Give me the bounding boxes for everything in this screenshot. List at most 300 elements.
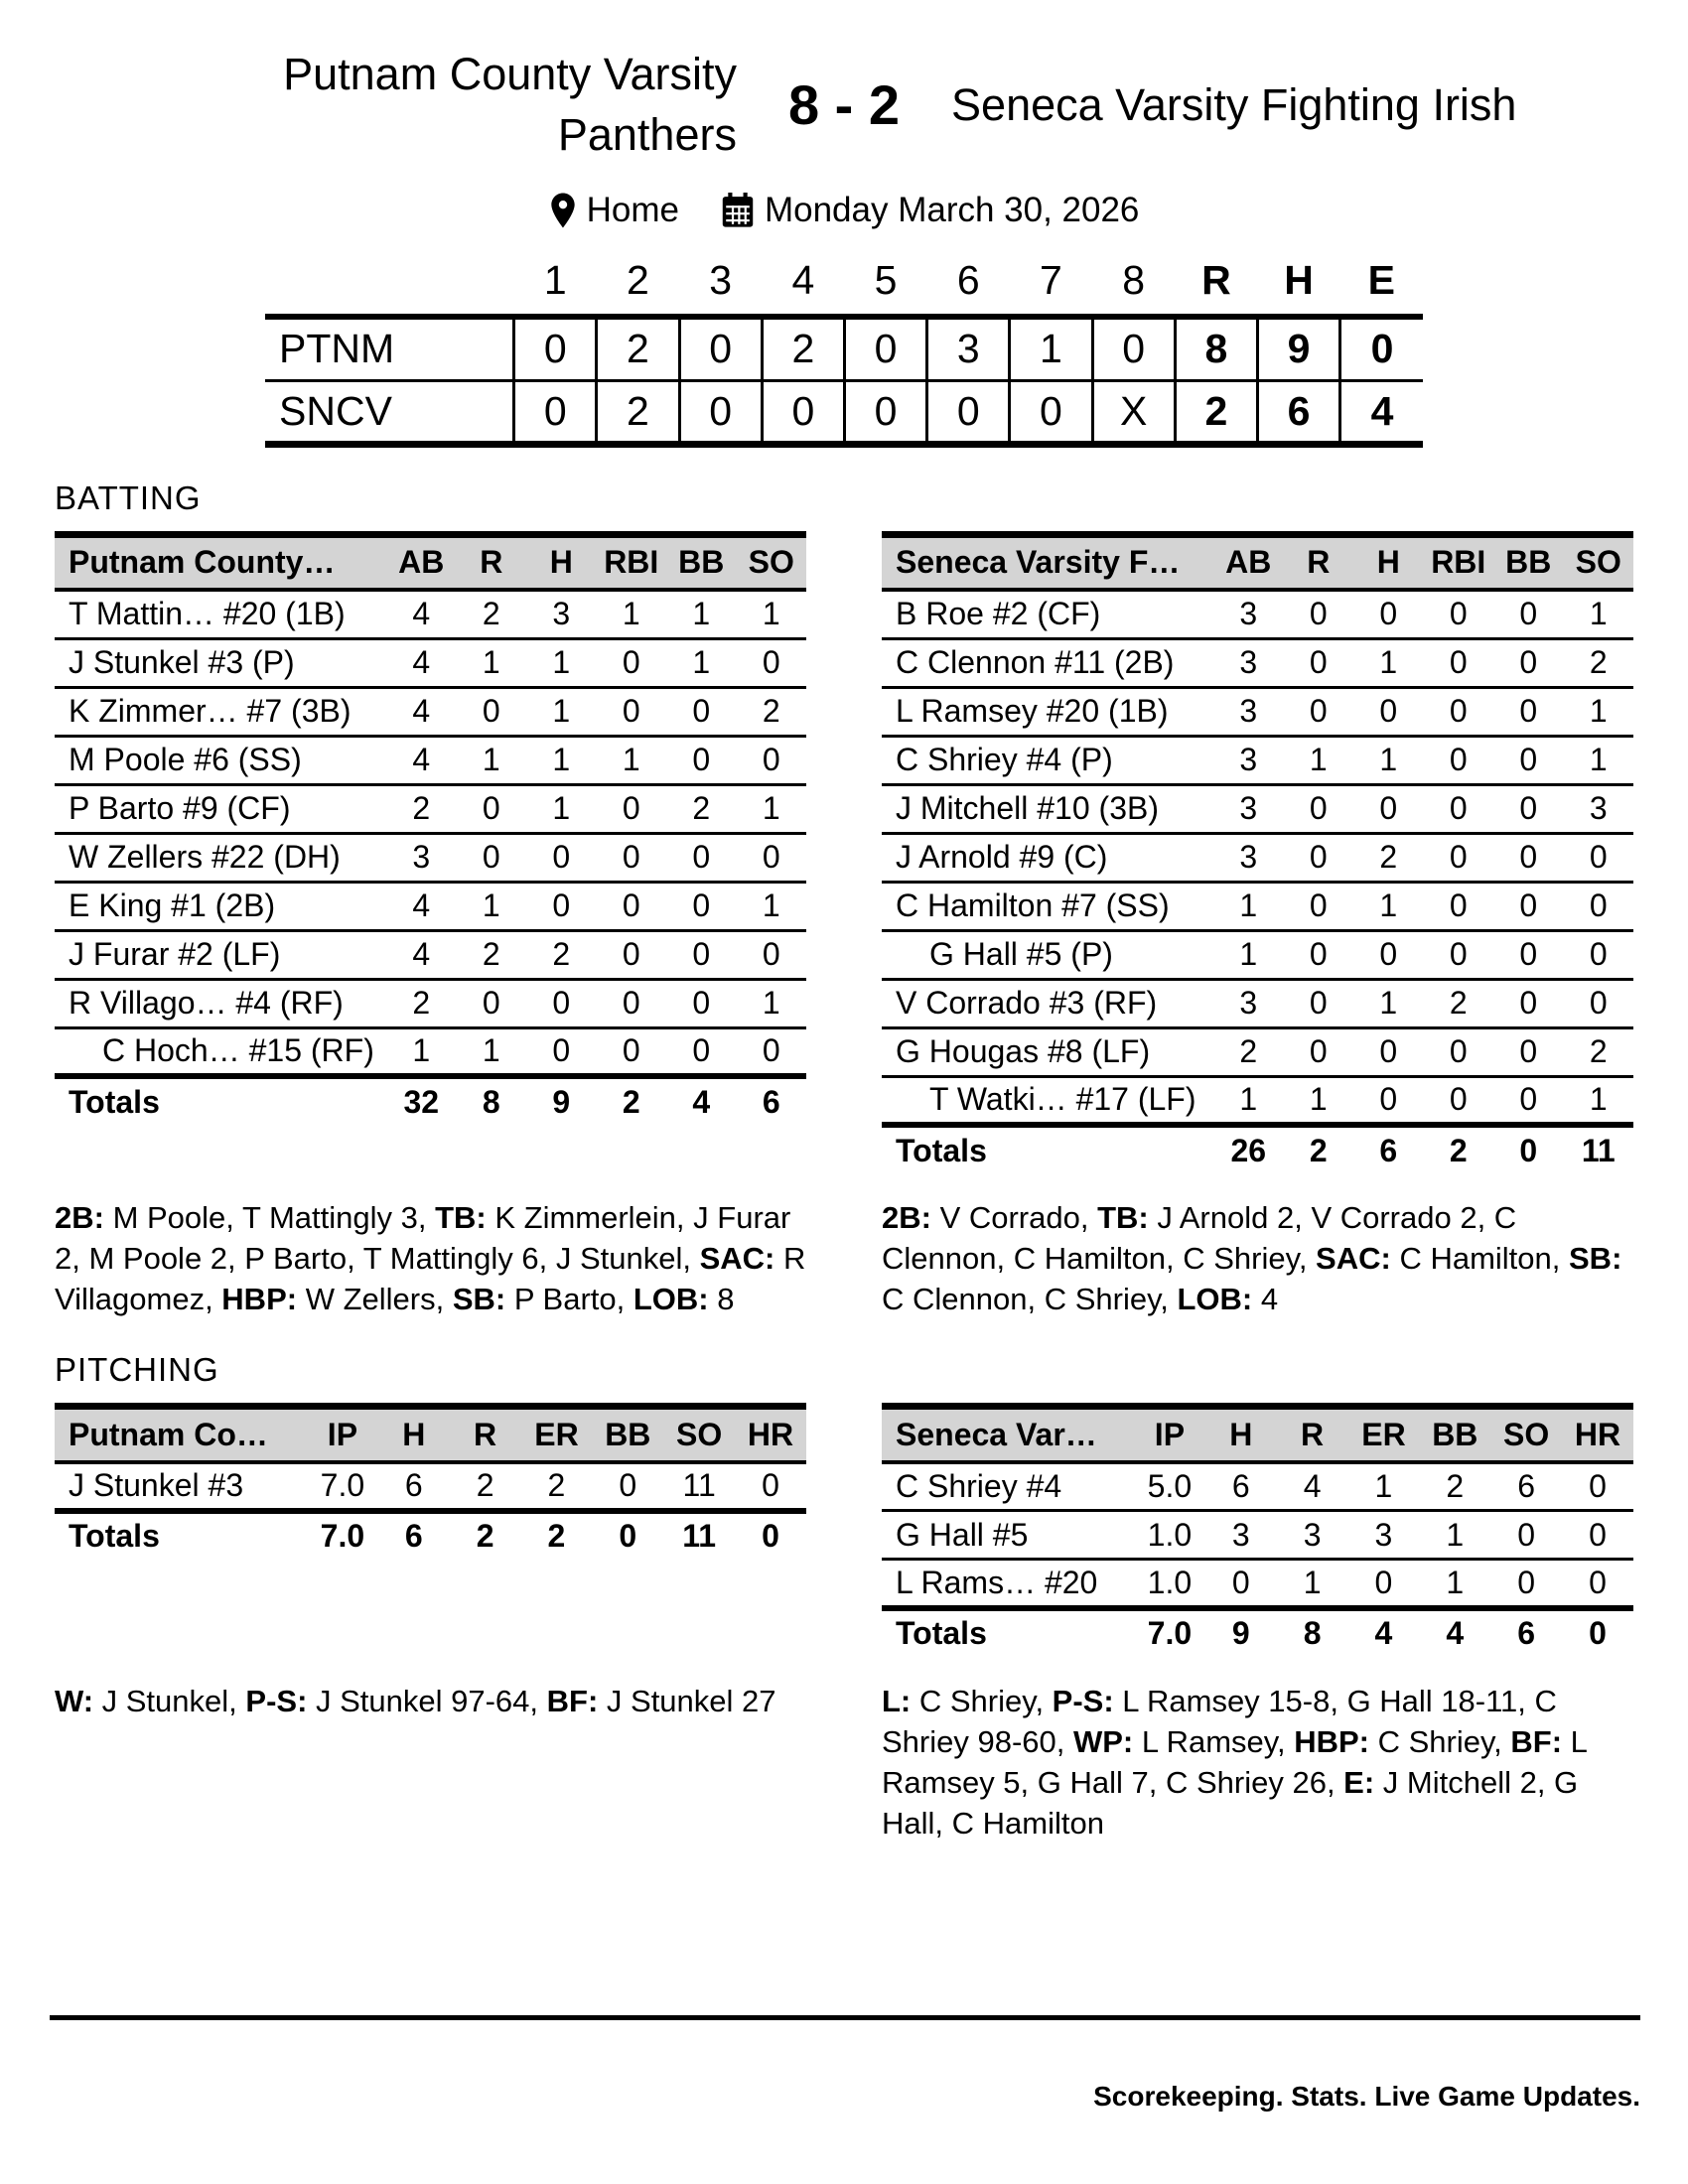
stat-value: 0: [1589, 985, 1608, 1021]
stat-value: 3: [1239, 839, 1258, 875]
stat-value: 0: [692, 1032, 711, 1069]
player-row: [882, 1511, 1633, 1560]
team-column-header: Putnam Co…: [69, 1416, 268, 1452]
inning-score: 0: [927, 380, 1010, 444]
stat-value: 3: [1374, 1516, 1393, 1553]
linescore-column-header: 4: [791, 257, 815, 303]
totals-value: 9: [1231, 1615, 1250, 1651]
stat-value: 3: [412, 839, 431, 875]
home-pitching-table: [882, 1403, 1633, 1657]
stat-value: 1: [762, 887, 780, 923]
stat-value: 2: [412, 790, 431, 826]
stat-value: 0: [552, 887, 571, 923]
stat-value: 0: [1449, 644, 1468, 680]
stat-value: 0: [1519, 1081, 1538, 1118]
player-name: C Clennon #11 (2B): [896, 644, 1175, 680]
player-name: V Corrado #3 (RF): [896, 985, 1158, 1021]
player-name: T Watki… #17 (LF): [929, 1081, 1196, 1118]
player-name: C Hoch… #15 (RF): [102, 1032, 374, 1069]
stat-column-header: R: [480, 544, 503, 581]
stat-value: 1: [1589, 742, 1608, 777]
away-team-name: Putnam County Varsity Panthers: [283, 49, 737, 160]
player-row: [55, 784, 806, 833]
stat-value: 0: [1449, 742, 1468, 777]
stat-value: 0: [482, 790, 500, 826]
stat-column-header: IP: [327, 1416, 358, 1452]
totals-value: 32: [403, 1083, 440, 1120]
stat-value: 4: [412, 644, 431, 680]
stat-value: 0: [1519, 936, 1538, 972]
totals-value: 6: [1379, 1132, 1398, 1168]
stat-column-header: H: [549, 544, 573, 581]
totals-row: [882, 1125, 1633, 1173]
stat-value: 1: [692, 596, 711, 632]
player-row: [882, 833, 1633, 882]
totals-value: 7.0: [320, 1518, 365, 1554]
stat-value: 0: [1519, 985, 1538, 1021]
player-name: L Rams… #20: [896, 1564, 1098, 1600]
inning-score: 3: [927, 317, 1010, 380]
player-row: [55, 979, 806, 1027]
stat-value: 0: [1449, 790, 1468, 826]
stat-value: 1: [552, 742, 571, 777]
stat-value: 0: [1449, 887, 1468, 923]
stat-value: 0: [622, 887, 640, 923]
stat-column-header: ER: [1361, 1416, 1406, 1452]
player-row: [55, 1462, 806, 1511]
stat-value: 1: [622, 596, 640, 632]
team-column-header: Seneca Var…: [896, 1416, 1097, 1452]
stat-value: 1: [622, 742, 640, 777]
stat-value: 0: [622, 839, 640, 875]
inning-score: X: [1092, 380, 1175, 444]
player-name: C Shriey #4: [896, 1467, 1062, 1504]
linescore-corner: [265, 252, 514, 317]
stat-value: 11: [682, 1467, 716, 1503]
player-name: J Arnold #9 (C): [896, 839, 1108, 875]
stat-value: 0: [692, 887, 711, 923]
stat-column-header: SO: [748, 544, 794, 581]
total-errors: 4: [1340, 380, 1423, 444]
player-name: J Stunkel #3: [69, 1467, 244, 1503]
totals-value: 8: [1303, 1615, 1322, 1651]
stat-value: 0: [482, 985, 500, 1021]
player-name: C Shriey #4 (P): [896, 742, 1113, 777]
stat-value: 1: [482, 742, 500, 777]
linescore-column-header: 5: [874, 257, 898, 303]
stat-value: 4: [412, 742, 431, 777]
stat-value: 0: [1309, 644, 1328, 680]
player-row: [55, 736, 806, 784]
stat-value: 0: [622, 985, 640, 1021]
game-date: Monday March 30, 2026: [764, 191, 1140, 229]
stat-value: 7.0: [320, 1467, 365, 1503]
stat-value: 0: [1589, 1516, 1607, 1553]
totals-row: [55, 1076, 806, 1125]
player-row: [55, 638, 806, 687]
player-row: [882, 979, 1633, 1027]
stat-value: 0: [552, 985, 571, 1021]
stat-value: 2: [1449, 985, 1468, 1021]
player-row: [55, 590, 806, 638]
stat-value: 1: [482, 644, 500, 680]
home-batting-table: [882, 531, 1633, 1174]
stat-value: 1: [1379, 644, 1398, 680]
stat-value: 0: [1449, 936, 1468, 972]
team-column-header: Seneca Varsity F…: [896, 544, 1181, 581]
stat-value: 1: [1446, 1564, 1465, 1600]
location-item: [549, 191, 679, 230]
stat-value: 3: [1303, 1516, 1322, 1553]
stat-column-header: R: [474, 1416, 497, 1452]
stat-column-header: BB: [678, 544, 725, 581]
stat-column-header: R: [1301, 1416, 1325, 1452]
stat-value: 4: [412, 936, 431, 972]
stat-value: 1: [762, 985, 780, 1021]
inning-score: 0: [1092, 317, 1175, 380]
stat-value: 3: [1239, 985, 1258, 1021]
stat-value: 4: [412, 887, 431, 923]
total-hits: 9: [1257, 317, 1339, 380]
stat-value: 0: [1449, 1033, 1468, 1069]
stat-value: 1.0: [1147, 1516, 1193, 1553]
stat-value: 0: [1449, 693, 1468, 729]
inning-score: 2: [597, 317, 679, 380]
stat-value: 0: [1379, 596, 1398, 632]
stat-value: 0: [692, 985, 711, 1021]
stat-value: 0: [1589, 887, 1608, 923]
stat-value: 2: [1239, 1033, 1258, 1069]
totals-value: 4: [1446, 1615, 1465, 1651]
inning-score: 0: [1010, 380, 1092, 444]
stat-column-header: H: [402, 1416, 426, 1452]
batting-section: [55, 531, 1633, 1320]
totals-row: [55, 1511, 806, 1560]
stat-column-header: H: [1376, 544, 1400, 581]
player-row: [882, 1027, 1633, 1076]
stat-value: 1: [1379, 742, 1398, 777]
stat-value: 2: [1446, 1467, 1465, 1504]
player-name: W Zellers #22 (DH): [69, 839, 341, 875]
stat-value: 1: [552, 693, 571, 729]
calendar-icon: [721, 193, 755, 228]
stat-value: 0: [1309, 1033, 1328, 1069]
away-batting-header-row: [55, 534, 806, 590]
stat-value: 0: [1449, 1081, 1468, 1118]
stat-value: 0: [1379, 790, 1398, 826]
stat-value: 2: [692, 790, 711, 826]
total-hits: 6: [1257, 380, 1339, 444]
stat-value: 0: [1519, 644, 1538, 680]
player-row: [55, 930, 806, 979]
linescore-column-header: 7: [1040, 257, 1062, 303]
stat-value: 6: [1517, 1467, 1536, 1504]
linescore-header-row: [265, 252, 1423, 317]
stat-value: 0: [762, 644, 780, 680]
stat-value: 0: [692, 742, 711, 777]
player-name: P Barto #9 (CF): [69, 790, 291, 826]
inning-score: 1: [1010, 317, 1092, 380]
stat-value: 0: [1589, 1467, 1607, 1504]
totals-label: Totals: [896, 1132, 987, 1168]
stat-column-header: ER: [534, 1416, 579, 1452]
stat-value: 0: [762, 1032, 780, 1069]
team-column-header: Putnam County…: [69, 544, 336, 581]
stat-value: 2: [412, 985, 431, 1021]
stat-value: 5.0: [1147, 1467, 1193, 1504]
totals-value: 8: [482, 1083, 500, 1120]
totals-value: 4: [692, 1083, 711, 1120]
totals-value: 0: [1519, 1132, 1538, 1168]
inning-score: 0: [679, 380, 762, 444]
away-pitching-table: [55, 1403, 806, 1560]
stat-value: 0: [1449, 839, 1468, 875]
stat-value: 1: [1446, 1516, 1465, 1553]
game-header: [55, 44, 1633, 165]
stat-value: 1: [1309, 1081, 1328, 1118]
totals-value: 2: [547, 1518, 566, 1554]
stat-value: 0: [622, 936, 640, 972]
stat-value: 6: [404, 1467, 423, 1503]
linescore-row: [265, 380, 1423, 444]
stat-value: 2: [482, 596, 500, 632]
team-abbreviation: PTNM: [279, 326, 395, 372]
totals-row: [882, 1608, 1633, 1657]
player-name: B Roe #2 (CF): [896, 596, 1101, 632]
stat-value: 2: [1589, 1033, 1608, 1069]
linescore-column-header: R: [1201, 257, 1231, 303]
stat-value: 1: [692, 644, 711, 680]
inning-score: 0: [679, 317, 762, 380]
player-name: J Stunkel #3 (P): [69, 644, 295, 680]
stat-value: 0: [1379, 1033, 1398, 1069]
player-row: [882, 687, 1633, 736]
stat-value: 0: [1519, 693, 1538, 729]
stat-value: 2: [552, 936, 571, 972]
total-runs: 8: [1175, 317, 1257, 380]
stat-value: 0: [552, 839, 571, 875]
player-name: G Hall #5 (P): [929, 936, 1113, 972]
stat-value: 0: [1379, 693, 1398, 729]
stat-column-header: SO: [1503, 1416, 1550, 1452]
stat-value: 0: [1519, 596, 1538, 632]
home-batting-notes: 2B: V Corrado, TB: J Arnold 2, V Corrado 2, C Clennon, C Hamilton, C Shriey, SAC: C Hamilton, SB: C Clennon, C Shriey, LOB: 4: [882, 1200, 1622, 1316]
totals-value: 26: [1230, 1132, 1267, 1168]
stat-value: 1.0: [1147, 1564, 1193, 1600]
player-row: [882, 638, 1633, 687]
linescore-column-header: 3: [709, 257, 733, 303]
home-batting-header-row: [882, 534, 1633, 590]
totals-value: 7.0: [1147, 1615, 1193, 1651]
inning-score: 0: [844, 317, 926, 380]
stat-value: 2: [476, 1467, 494, 1503]
stat-value: 0: [1309, 839, 1328, 875]
stat-value: 0: [1519, 887, 1538, 923]
stat-value: 3: [1239, 644, 1258, 680]
stat-value: 4: [412, 596, 431, 632]
stat-value: 0: [1519, 839, 1538, 875]
stat-value: 1: [1239, 936, 1258, 972]
pitching-section: [55, 1403, 1633, 1843]
stat-value: 3: [1239, 742, 1258, 777]
stat-value: 0: [552, 1032, 571, 1069]
totals-label: Totals: [69, 1083, 160, 1120]
stat-value: 0: [1231, 1564, 1250, 1600]
team-abbreviation: SNCV: [279, 387, 392, 434]
pitching-section-label: PITCHING: [55, 1351, 219, 1388]
stat-column-header: RBI: [604, 544, 659, 581]
map-pin-icon: [549, 192, 577, 229]
batting-section-label: BATTING: [55, 478, 202, 516]
totals-value: 6: [762, 1083, 780, 1120]
stat-value: 3: [1239, 596, 1258, 632]
away-pitching-header-row: [55, 1407, 806, 1462]
stat-value: 0: [1309, 985, 1328, 1021]
stat-value: 0: [1309, 887, 1328, 923]
stat-value: 0: [692, 693, 711, 729]
totals-label: Totals: [896, 1615, 987, 1651]
player-name: E King #1 (2B): [69, 887, 276, 923]
linescore-column-header: 8: [1122, 257, 1146, 303]
player-name: J Furar #2 (LF): [69, 936, 281, 972]
stat-value: 1: [1309, 742, 1328, 777]
stat-value: 1: [1589, 693, 1608, 729]
stat-value: 0: [1309, 596, 1328, 632]
totals-value: 4: [1374, 1615, 1393, 1651]
stat-value: 0: [1379, 936, 1398, 972]
linescore-column-header: 1: [543, 257, 567, 303]
stat-value: 0: [1309, 936, 1328, 972]
player-name: G Hougas #8 (LF): [896, 1033, 1151, 1069]
stat-value: 3: [1589, 790, 1608, 826]
stat-value: 2: [482, 936, 500, 972]
stat-value: 3: [1231, 1516, 1250, 1553]
stat-column-header: RBI: [1431, 544, 1486, 581]
stat-value: 2: [762, 693, 780, 729]
inning-score: 0: [514, 317, 597, 380]
player-row: [55, 833, 806, 882]
stat-value: 0: [622, 693, 640, 729]
totals-value: 2: [476, 1518, 494, 1554]
stat-value: 0: [482, 693, 500, 729]
stat-column-header: BB: [1432, 1416, 1478, 1452]
stat-value: 3: [552, 596, 571, 632]
stat-column-header: R: [1307, 544, 1331, 581]
away-pitching-notes: W: J Stunkel, P-S: J Stunkel 97-64, BF: J Stunkel 27: [55, 1683, 776, 1718]
stat-value: 0: [762, 936, 780, 972]
player-row: [55, 687, 806, 736]
linescore-column-header: E: [1367, 257, 1396, 303]
stat-column-header: SO: [676, 1416, 723, 1452]
linescore-column-header: H: [1284, 257, 1314, 303]
linescore-row: [265, 317, 1423, 380]
home-pitching-header-row: [882, 1407, 1633, 1462]
stat-value: 6: [1231, 1467, 1250, 1504]
final-score: 8 - 2: [787, 72, 901, 136]
stat-value: 2: [547, 1467, 566, 1503]
stat-column-header: BB: [605, 1416, 651, 1452]
linescore-section: [55, 252, 1633, 448]
stat-value: 4: [412, 693, 431, 729]
stat-column-header: HR: [747, 1416, 794, 1452]
stat-value: 1: [1303, 1564, 1322, 1600]
stat-column-header: AB: [1225, 544, 1272, 581]
linescore-column-header: 6: [956, 257, 980, 303]
home-pitching-notes: L: C Shriey, P-S: L Ramsey 15-8, G Hall 18-11, C Shriey 98-60, WP: L Ramsey, HBP: C Shriey, BF: L Ramsey 5, G Hall 7, C Shriey 26, E: J Mitchell 2, G Hall, C Hamilton: [882, 1683, 1587, 1841]
stat-value: 0: [762, 742, 780, 777]
stat-value: 2: [1589, 644, 1608, 680]
totals-value: 2: [1449, 1132, 1468, 1168]
stat-value: 0: [622, 644, 640, 680]
totals-value: 11: [682, 1518, 717, 1554]
stat-value: 0: [482, 839, 500, 875]
stat-value: 1: [552, 790, 571, 826]
stat-value: 0: [622, 790, 640, 826]
stat-value: 0: [1589, 1564, 1607, 1600]
player-name: R Villago… #4 (RF): [69, 985, 344, 1021]
inning-score: 0: [514, 380, 597, 444]
player-row: [882, 1462, 1633, 1511]
stat-value: 3: [1239, 790, 1258, 826]
inning-score: 2: [762, 317, 844, 380]
stat-value: 0: [1517, 1516, 1536, 1553]
player-row: [882, 590, 1633, 638]
footer-divider: [50, 2015, 1640, 2020]
totals-value: 0: [619, 1518, 637, 1554]
stat-value: 0: [1589, 936, 1608, 972]
stat-value: 1: [482, 887, 500, 923]
totals-value: 6: [1517, 1615, 1536, 1651]
player-row: [55, 882, 806, 930]
stat-value: 0: [1379, 1081, 1398, 1118]
player-name: T Mattin… #20 (1B): [69, 596, 346, 632]
player-name: L Ramsey #20 (1B): [896, 693, 1169, 729]
player-row: [882, 1560, 1633, 1608]
stat-value: 0: [692, 839, 711, 875]
stat-column-header: IP: [1154, 1416, 1186, 1452]
stat-value: 1: [1374, 1467, 1393, 1504]
stat-value: 1: [1589, 1081, 1608, 1118]
player-name: G Hall #5: [896, 1516, 1029, 1553]
linescore-column-header: 2: [627, 257, 649, 303]
stat-value: 3: [1239, 693, 1258, 729]
stat-value: 0: [1309, 693, 1328, 729]
player-row: [882, 1076, 1633, 1125]
stat-value: 0: [1589, 839, 1608, 875]
player-name: J Mitchell #10 (3B): [896, 790, 1159, 826]
stat-column-header: HR: [1574, 1416, 1621, 1452]
stat-value: 0: [1517, 1564, 1536, 1600]
stat-value: 0: [1519, 790, 1538, 826]
stat-value: 1: [1239, 887, 1258, 923]
stat-value: 0: [1449, 596, 1468, 632]
totals-value: 2: [622, 1083, 640, 1120]
stat-value: 0: [619, 1467, 637, 1503]
stat-value: 1: [762, 790, 780, 826]
player-row: [882, 930, 1633, 979]
player-row: [882, 882, 1633, 930]
away-batting-table: [55, 531, 806, 1126]
stat-value: 0: [1374, 1564, 1393, 1600]
footer-tagline: Scorekeeping. Stats. Live Game Updates.: [1093, 2081, 1640, 2112]
totals-label: Totals: [69, 1518, 160, 1554]
game-meta: [55, 191, 1633, 230]
stat-value: 0: [1519, 742, 1538, 777]
total-errors: 0: [1340, 317, 1423, 380]
inning-score: 0: [844, 380, 926, 444]
stat-value: 0: [762, 839, 780, 875]
away-batting-notes: 2B: M Poole, T Mattingly 3, TB: K Zimmerlein, J Furar 2, M Poole 2, P Barto, T Mattingly 6, J Stunkel, SAC: R Villagomez, HBP: W Zellers, SB: P Barto, LOB: 8: [55, 1200, 806, 1316]
